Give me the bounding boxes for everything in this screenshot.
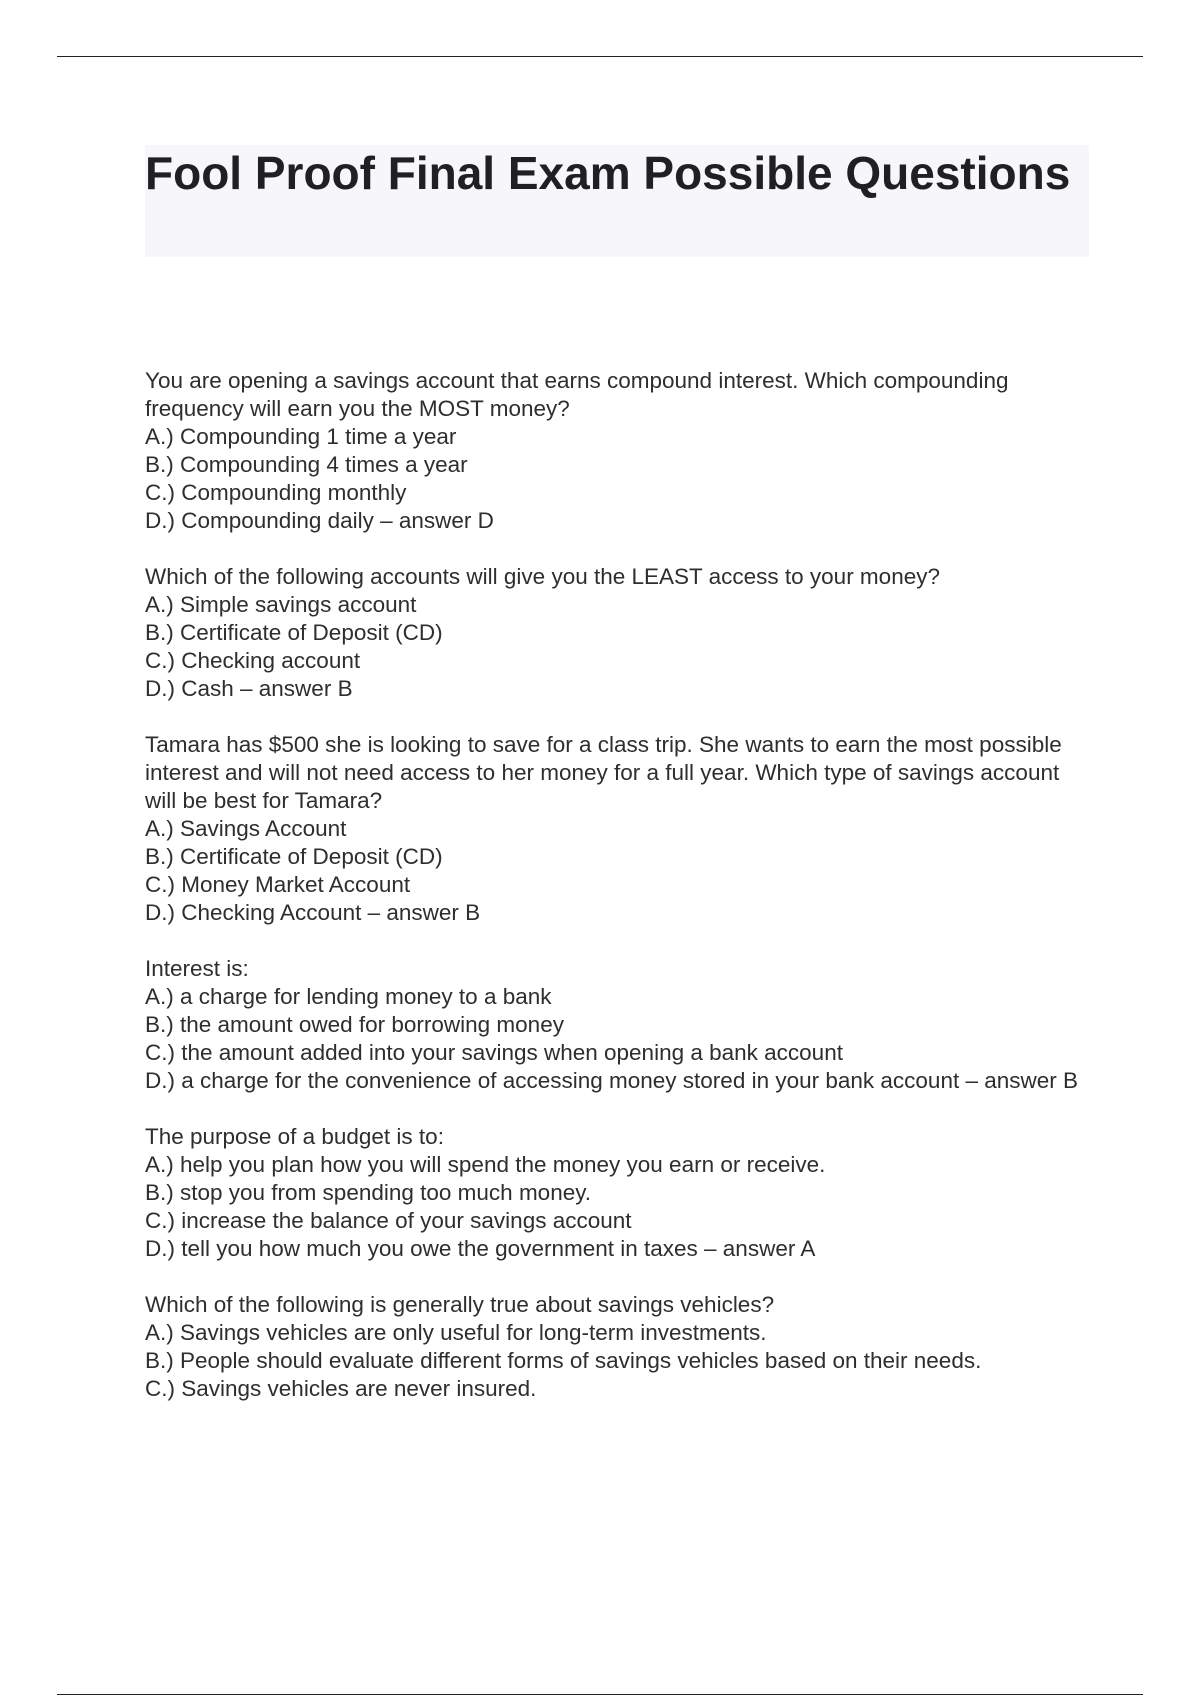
question-block — [145, 731, 1095, 927]
option-line: C.) Compounding monthly — [145, 480, 407, 505]
option-line: D.) Cash – answer B — [145, 676, 353, 701]
document-title: Fool Proof Final Exam Possible Questions — [145, 147, 1071, 199]
option-line: B.) Certificate of Deposit (CD) — [145, 620, 443, 645]
bottom-rule — [57, 1694, 1143, 1695]
option-line: B.) stop you from spending too much money. — [145, 1180, 592, 1205]
question-block — [145, 367, 1095, 535]
option-line: A.) Savings Account — [145, 816, 347, 841]
question-list — [145, 367, 1095, 1431]
question-block — [145, 1123, 1095, 1263]
question-text: Tamara has $500 she is looking to save for a class trip. She wants to earn the most possible interest and will not need access to her money for a full year. Which type of savings account will be best for Tamara? — [145, 732, 1062, 813]
option-line: A.) a charge for lending money to a bank — [145, 984, 552, 1009]
question-text: You are opening a savings account that earns compound interest. Which compounding frequency will earn you the MOST money? — [145, 368, 1009, 421]
option-line: D.) a charge for the convenience of accessing money stored in your bank account – answer B — [145, 1068, 1079, 1093]
option-line: B.) People should evaluate different forms of savings vehicles based on their needs. — [145, 1348, 982, 1373]
option-line: B.) Certificate of Deposit (CD) — [145, 844, 443, 869]
question-block — [145, 563, 1095, 703]
option-line: A.) Compounding 1 time a year — [145, 424, 457, 449]
option-line: B.) Compounding 4 times a year — [145, 452, 468, 477]
question-block — [145, 1291, 1095, 1403]
question-block — [145, 955, 1095, 1095]
option-line: A.) help you plan how you will spend the money you earn or receive. — [145, 1152, 826, 1177]
option-line: C.) Checking account — [145, 648, 361, 673]
option-line: D.) Checking Account – answer B — [145, 900, 481, 925]
option-line: B.) the amount owed for borrowing money — [145, 1012, 564, 1037]
top-rule — [57, 56, 1143, 57]
option-line: A.) Savings vehicles are only useful for long-term investments. — [145, 1320, 767, 1345]
question-text: Which of the following accounts will give you the LEAST access to your money? — [145, 564, 940, 589]
option-line: C.) Savings vehicles are never insured. — [145, 1376, 537, 1401]
option-line: D.) Compounding daily – answer D — [145, 508, 494, 533]
option-line: C.) Money Market Account — [145, 872, 411, 897]
option-line: A.) Simple savings account — [145, 592, 417, 617]
question-text: Interest is: — [145, 956, 249, 981]
option-line: C.) the amount added into your savings when opening a bank account — [145, 1040, 843, 1065]
option-line: D.) tell you how much you owe the government in taxes – answer A — [145, 1236, 816, 1261]
question-text: The purpose of a budget is to: — [145, 1124, 444, 1149]
question-text: Which of the following is generally true about savings vehicles? — [145, 1292, 775, 1317]
option-line: C.) increase the balance of your savings account — [145, 1208, 632, 1233]
